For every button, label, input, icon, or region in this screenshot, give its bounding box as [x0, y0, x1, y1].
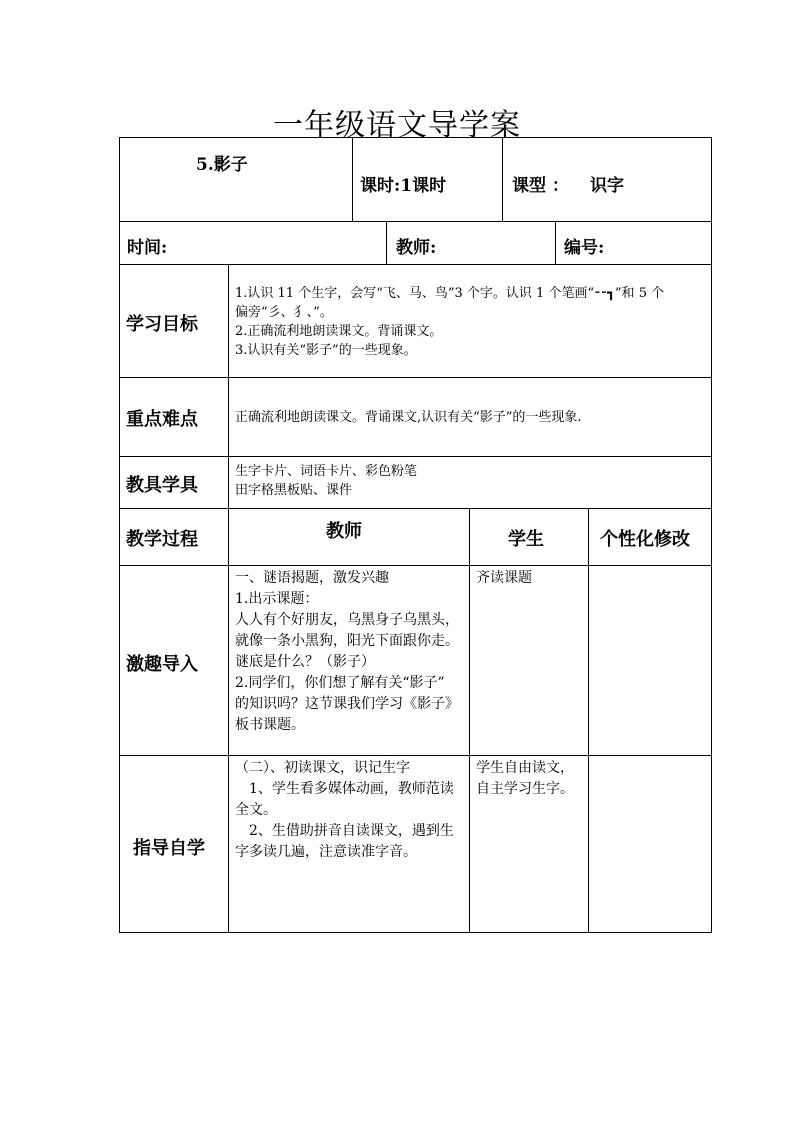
number-label: 编号: — [564, 238, 605, 258]
material-line: 田字格黑板贴、课件 — [235, 483, 353, 498]
teacher-line: 2.同学们，你们想了解有关“影子” — [235, 675, 445, 691]
teacher-label: 教师: — [396, 238, 437, 258]
row-divider — [119, 565, 712, 566]
teacher-line: 一、谜语揭题，激发兴趣 — [235, 570, 389, 586]
row-divider — [119, 264, 712, 265]
lesson-title: 5.影子 — [196, 155, 248, 175]
teacher-line: 就像一条小黑狗，阳光下面跟你走。 — [235, 633, 459, 649]
materials-text — [235, 462, 417, 500]
section-intro-student — [476, 568, 532, 589]
page-title: 一年级语文导学案 — [273, 108, 521, 143]
teacher-line: 1、学生看多媒体动画，教师范读 — [235, 781, 454, 797]
teacher-line: 人人有个好朋友，乌黑身子乌黑头， — [235, 612, 459, 628]
section-self-study-teacher — [235, 758, 454, 863]
materials-label: 教具学具 — [126, 475, 198, 496]
objective-line: 2.正确流利地朗读课文。背诵课文。 — [235, 324, 443, 339]
lesson-type-value: 识字 — [590, 176, 624, 196]
student-line: 齐读课题 — [476, 570, 532, 586]
lesson-period: 课时:1课时 — [360, 176, 447, 196]
teacher-line: 板书课题。 — [235, 717, 305, 733]
teacher-column-header: 教师 — [326, 521, 362, 542]
time-label: 时间: — [127, 238, 168, 258]
teacher-line: 谜底是什么？（影子） — [235, 654, 375, 670]
teacher-line: 全文。 — [235, 802, 277, 818]
material-line: 生字卡片、词语卡片、彩色粉笔 — [235, 464, 418, 479]
col-divider — [469, 508, 470, 933]
row-divider — [119, 508, 712, 509]
objective-line: 1.认识 11 个生字，会写“飞、马、鸟”3 个字。认识 1 个笔画“⁃⁃┓”和 5 个 — [235, 286, 665, 301]
student-line: 自主学习生字。 — [476, 781, 574, 797]
col-divider — [588, 508, 589, 933]
lesson-type-label: 课型 ： — [512, 176, 569, 196]
objectives-label: 学习目标 — [126, 314, 198, 335]
section-label-self-study: 指导自学 — [133, 838, 205, 859]
col-divider — [502, 137, 503, 221]
teacher-line: 1.出示课题： — [235, 591, 319, 607]
objective-line: 3.认识有关“影子”的一些现象。 — [235, 343, 417, 358]
section-intro-teacher — [235, 568, 459, 736]
section-self-study-student — [476, 758, 574, 800]
teacher-line: 字多读几遍，注意读准字音。 — [235, 844, 417, 860]
objectives-text — [235, 284, 664, 360]
row-divider — [119, 755, 712, 756]
teacher-line: 2、生借助拼音自读课文，遇到生 — [235, 823, 454, 839]
col-divider — [352, 137, 353, 221]
student-column-header: 学生 — [508, 529, 544, 550]
row-divider — [119, 221, 712, 222]
key-points-label: 重点难点 — [126, 409, 198, 430]
process-label: 教学过程 — [126, 529, 198, 550]
student-line: 学生自由读文， — [476, 760, 574, 776]
col-divider — [228, 264, 229, 933]
teacher-line: （二）、初读课文，识记生字 — [235, 760, 410, 776]
key-points-text: 正确流利地朗读课文。背诵课文,认识有关“影子”的一些现象. — [235, 410, 582, 425]
col-divider — [386, 221, 387, 264]
teacher-line: 的知识吗？这节课我们学习《影子》 — [235, 696, 459, 712]
row-divider — [119, 377, 712, 378]
col-divider — [555, 221, 556, 264]
row-divider — [119, 456, 712, 457]
section-label-intro: 激趣导入 — [126, 654, 198, 675]
objective-line: 偏旁“彡、犭、”。 — [235, 305, 333, 320]
personal-column-header: 个性化修改 — [600, 529, 690, 550]
